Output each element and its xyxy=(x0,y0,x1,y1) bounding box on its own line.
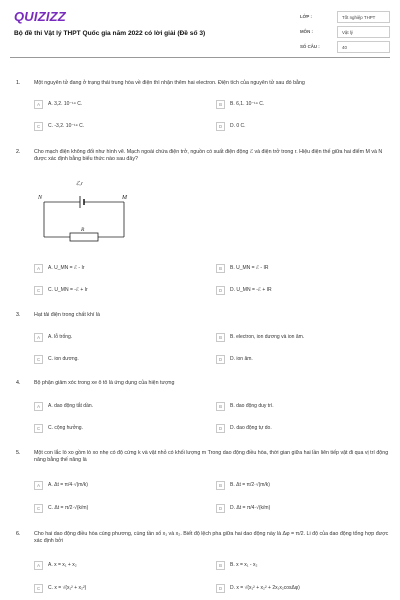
option-c[interactable] xyxy=(34,583,194,594)
source-label: ℰ,r xyxy=(76,181,83,187)
option-key-box: B xyxy=(216,100,225,109)
option-text: C. x = √(x₁² + x₂²) xyxy=(48,585,87,591)
option-text: D. 0 C. xyxy=(230,123,246,129)
question-text: Hạt tải điện trong chất khí là xyxy=(34,312,100,318)
question-text: Cho hai dao động điều hòa cùng phương, cùng tần số x₁ và x₂. Biết độ lệch pha giữa hai dao động này là Δφ = π/2. Li độ của dao động tổng hợp được xác định bởi xyxy=(34,531,389,545)
option-text: D. Δt = π/4·√(k/m) xyxy=(230,505,271,511)
option-d[interactable] xyxy=(216,583,376,594)
option-text: D. U_MN = -ℰ + IR xyxy=(230,287,272,293)
option-b[interactable] xyxy=(216,99,376,110)
option-key-box: A xyxy=(34,264,43,273)
option-key-box: B xyxy=(216,481,225,490)
option-key-box: D xyxy=(216,122,225,131)
option-d[interactable] xyxy=(216,503,376,514)
option-c[interactable] xyxy=(34,121,194,132)
option-text: D. ion âm. xyxy=(230,356,253,362)
option-key-box: C xyxy=(34,584,43,593)
option-key-box: C xyxy=(34,355,43,364)
option-b[interactable] xyxy=(216,480,376,491)
meta-label: LỚP : xyxy=(300,14,312,19)
meta-row-question-count xyxy=(300,40,390,55)
circuit-diagram xyxy=(34,177,134,247)
question-text: Bộ phận giảm xóc trong xe ô tô là ứng dụng của hiện tượng xyxy=(34,380,175,386)
resistor-label: R xyxy=(81,227,85,233)
option-text: B. x = x₁ - x₂ xyxy=(230,562,258,568)
option-text: C. ion dương. xyxy=(48,356,79,362)
question-number: 5. xyxy=(16,450,21,456)
meta-label: SỐ CÂU : xyxy=(300,44,320,49)
option-key-box: A xyxy=(34,402,43,411)
option-text: C. Δt = π/2·√(k/m) xyxy=(48,505,89,511)
option-a[interactable] xyxy=(34,480,194,491)
question-text: Một con lắc lò xo gồm lò xo nhẹ có độ cứng k và vật nhỏ có khối lượng m Trong dao động điều hòa, thời gian giữa hai lần liên tiếp vật đi qua vị trí động năng bằng thế năng là xyxy=(34,450,389,464)
option-text: D. x = √(x₁² + x₂² + 2x₁x₂cosΔφ) xyxy=(230,585,300,591)
option-text: A. lỗ trống. xyxy=(48,334,73,340)
option-key-box: C xyxy=(34,504,43,513)
option-text: A. U_MN = ℰ - Ir xyxy=(48,265,85,271)
option-text: B. 6,1. 10⁻¹⁹ C. xyxy=(230,101,265,107)
option-text: B. Δt = π/2·√(m/k) xyxy=(230,482,270,488)
meta-info xyxy=(300,10,390,55)
meta-row-class xyxy=(300,10,390,25)
option-text: A. x = x₁ + x₂ xyxy=(48,562,77,568)
header-divider xyxy=(10,57,390,58)
option-key-box: A xyxy=(34,100,43,109)
meta-row-subject xyxy=(300,25,390,40)
option-key-box: A xyxy=(34,333,43,342)
question-number: 3. xyxy=(16,312,21,318)
option-key-box: D xyxy=(216,355,225,364)
question-number: 6. xyxy=(16,531,21,537)
option-b[interactable] xyxy=(216,401,376,412)
option-key-box: B xyxy=(216,402,225,411)
option-c[interactable] xyxy=(34,503,194,514)
option-text: B. U_MN = ℰ - IR xyxy=(230,265,269,271)
option-key-box: A xyxy=(34,561,43,570)
option-key-box: D xyxy=(216,286,225,295)
option-a[interactable] xyxy=(34,401,194,412)
option-key-box: D xyxy=(216,424,225,433)
option-key-box: D xyxy=(216,584,225,593)
option-d[interactable] xyxy=(216,354,376,365)
option-text: A. Δt = π/4·√(m/k) xyxy=(48,482,88,488)
option-b[interactable] xyxy=(216,560,376,571)
option-c[interactable] xyxy=(34,423,194,434)
resistor xyxy=(70,233,98,241)
option-a[interactable] xyxy=(34,332,194,343)
option-key-box: B xyxy=(216,333,225,342)
option-key-box: D xyxy=(216,504,225,513)
option-text: A. 3,2. 10⁻¹⁹ C. xyxy=(48,101,83,107)
question-number: 4. xyxy=(16,380,21,386)
option-text: D. dao động tự do. xyxy=(230,425,272,431)
option-a[interactable] xyxy=(34,263,194,274)
question-text: Một nguyên tử đang ở trạng thái trung hòa về điện thì nhận thêm hai electron. Điện tích của nguyên tử sau đó bằng xyxy=(34,80,305,86)
document-title: Bộ đề thi Vật lý THPT Quốc gia năm 2022 có lời giải (Đề số 3) xyxy=(14,30,206,37)
option-text: B. electron, ion dương và ion âm. xyxy=(230,334,305,340)
question-number: 2. xyxy=(16,149,21,155)
meta-value: 40 xyxy=(337,41,390,53)
meta-value: Tốt nghiệp THPT xyxy=(337,11,390,23)
option-b[interactable] xyxy=(216,263,376,274)
document-header xyxy=(0,0,400,52)
option-text: C. U_MN = -ℰ + Ir xyxy=(48,287,88,293)
option-key-box: C xyxy=(34,424,43,433)
option-key-box: B xyxy=(216,264,225,273)
option-a[interactable] xyxy=(34,560,194,571)
quizizz-logo: QUIZIZZ xyxy=(14,9,66,24)
option-d[interactable] xyxy=(216,285,376,296)
option-text: A. dao động tắt dần. xyxy=(48,403,94,409)
option-text: B. dao động duy trì. xyxy=(230,403,274,409)
option-text: C. cộng hưởng. xyxy=(48,425,83,431)
option-c[interactable] xyxy=(34,285,194,296)
meta-label: MÔN : xyxy=(300,29,313,34)
question-text: Cho mạch điện không đổi như hình vẽ. Mạch ngoài chứa điện trở, nguồn có suất điện động ℰ và điện trở trong r. Hiệu điện thế giữa hai điểm M và N được xác định bằng biểu thức nào sau đây? xyxy=(34,149,383,163)
node-m-label: M xyxy=(122,195,127,201)
meta-value: Vật lý xyxy=(337,26,390,38)
node-n-label: N xyxy=(38,195,43,201)
option-key-box: B xyxy=(216,561,225,570)
option-a[interactable] xyxy=(34,99,194,110)
option-text: C. -3,2. 10⁻¹⁹ C. xyxy=(48,123,85,129)
question-number: 1. xyxy=(16,80,21,86)
option-d[interactable] xyxy=(216,423,376,434)
option-c[interactable] xyxy=(34,354,194,365)
option-key-box: C xyxy=(34,122,43,131)
option-b[interactable] xyxy=(216,332,376,343)
option-key-box: A xyxy=(34,481,43,490)
option-d[interactable] xyxy=(216,121,376,132)
option-key-box: C xyxy=(34,286,43,295)
